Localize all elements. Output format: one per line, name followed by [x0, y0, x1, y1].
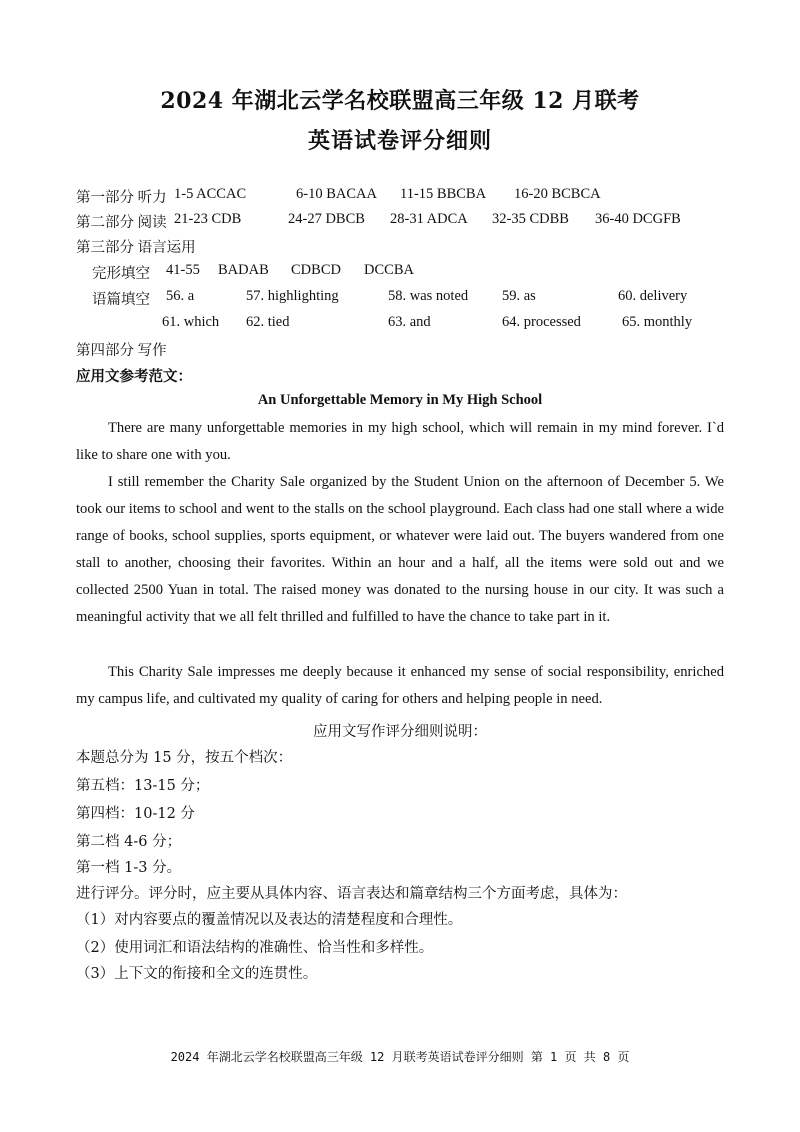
cloze-answer-group: BADAB [218, 262, 269, 278]
part3-label: 第三部分 语言运用 [76, 240, 196, 256]
part4-label: 第四部分 写作 [76, 343, 167, 359]
part2-answer-group: 28-31 ADCA [390, 211, 468, 227]
cloze-answer-group: CDBCD [291, 262, 341, 278]
essay-paragraph [76, 659, 724, 713]
grammar-answer: 63. and [388, 314, 431, 330]
document-title: 2024 年湖北云学名校联盟高三年级 12 月联考 [160, 88, 640, 114]
part1-label: 第一部分 听力 [76, 190, 167, 206]
cloze-label: 完形填空 [92, 266, 150, 282]
essay-paragraph-text: There are many unforgettable memories in my high school, which will remain in my mind forever. I`d like to share one with you. [76, 420, 724, 463]
essay-section-label: 应用文参考范文： [76, 369, 192, 385]
part2-answer-group: 21-23 CDB [174, 211, 242, 227]
grammar-answer: 60. delivery [618, 288, 688, 304]
grammar-answer: 58. was noted [388, 288, 469, 304]
part1-answer-group: 1-5 ACCAC [174, 186, 247, 202]
grammar-answer: 56. a [166, 288, 195, 304]
part2-answer-group: 36-40 DCGFB [595, 211, 681, 227]
document-subtitle: 英语试卷评分细则 [307, 128, 492, 154]
part2-answer-group: 24-27 DBCB [288, 211, 365, 227]
scoring-line: 第五档：13-15 分； [76, 778, 210, 794]
essay-title: An Unforgettable Memory in My High School [257, 392, 543, 408]
scoring-line: 第一档 1-3 分。 [76, 860, 182, 876]
scoring-line: 进行评分。评分时，应主要从具体内容、语言表达和篇章结构三个方面考虑，具体为： [76, 886, 627, 902]
scoring-criterion: （3）上下文的衔接和全文的连贯性。 [76, 966, 318, 982]
essay-paragraph [76, 415, 724, 469]
scoring-line: 第四档：10-12 分 [76, 806, 195, 822]
cloze-answer-group: DCCBA [364, 262, 414, 278]
grammar-answer: 59. as [502, 288, 536, 304]
scoring-criterion: （2）使用词汇和语法结构的准确性、恰当性和多样性。 [76, 940, 434, 956]
scoring-criterion: （1）对内容要点的覆盖情况以及表达的清楚程度和合理性。 [76, 912, 463, 928]
grammar-fill-label: 语篇填空 [92, 292, 150, 308]
part2-label: 第二部分 阅读 [76, 215, 167, 231]
essay-paragraph-text: I still remember the Charity Sale organized by the Student Union on the afternoon of December 5. We took our items to school and went to the stalls on the school playground. Each class had one stall where a wide range of books, school supplies, sports equipment, or whatever were laid out. The buyers wandered from one stall to another, choosing their favorites. Within an hour and a half, all the items were sold out and we collected 2500 Yuan in total. The raised money was donated to the nursing house in our city. It was such a meaningful activity that we all felt thrilled and fulfilled to have the chance to take part in it. [76, 474, 724, 625]
grammar-answer: 61. which [162, 314, 220, 330]
part1-answer-group: 6-10 BACAA [296, 186, 377, 202]
grammar-answer: 64. processed [502, 314, 581, 330]
part2-answer-group: 32-35 CDBB [492, 211, 569, 227]
essay-paragraph [76, 469, 724, 631]
page-footer: 2024 年湖北云学名校联盟高三年级 12 月联考英语试卷评分细则 第 1 页 共 8 页 [170, 1050, 630, 1064]
grammar-answer: 62. tied [246, 314, 290, 330]
part1-answer-group: 16-20 BCBCA [514, 186, 601, 202]
scoring-line: 第二档 4-6 分； [76, 834, 182, 850]
grammar-answer: 57. highlighting [246, 288, 339, 304]
cloze-range: 41-55 [166, 262, 200, 278]
grammar-answer: 65. monthly [622, 314, 693, 330]
scoring-line: 本题总分为 15 分，按五个档次： [76, 750, 293, 766]
essay-paragraph-text: This Charity Sale impresses me deeply because it enhanced my sense of social responsibility, enriched my campus life, and cultivated my quality of caring for others and helping people in need. [76, 664, 724, 707]
scoring-heading: 应用文写作评分细则说明： [313, 724, 487, 740]
part1-answer-group: 11-15 BBCBA [400, 186, 487, 202]
